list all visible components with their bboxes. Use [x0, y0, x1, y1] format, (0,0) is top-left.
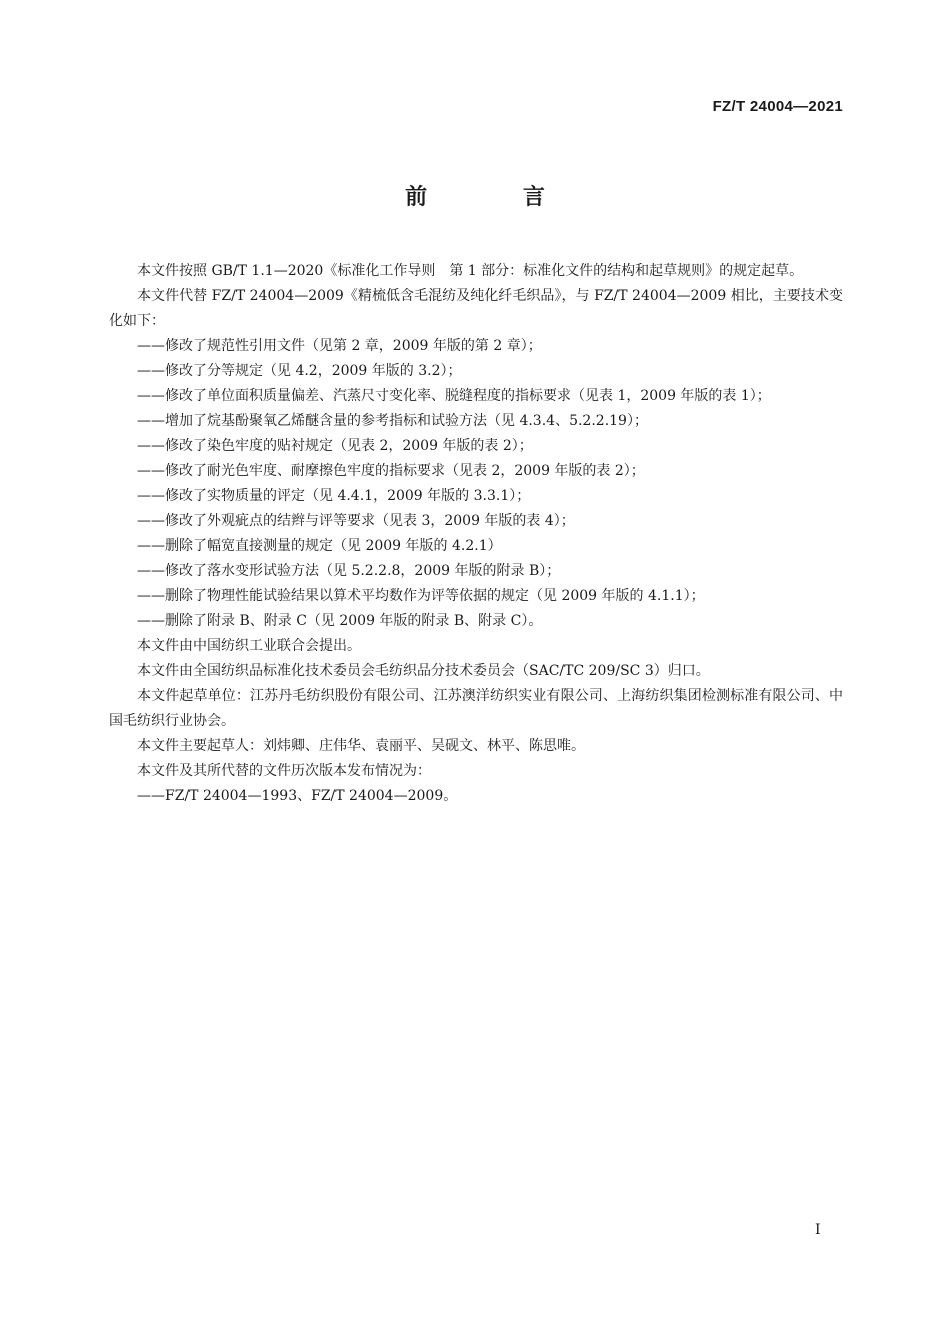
page-title: 前 言 — [405, 185, 589, 210]
paragraph-replacement: 本文件代替 FZ/T 24004—2009《精梳低含毛混纺及纯化纤毛织品》，与 FZ/T 24004—2009 相比，主要技术变化如下： — [109, 288, 843, 329]
change-item: ——修改了染色牢度的贴衬规定（见表 2，2009 年版的表 2）； — [137, 438, 533, 454]
history-item: ——FZ/T 24004—1993、FZ/T 24004—2009。 — [137, 788, 458, 804]
standard-code: FZ/T 24004—2021 — [712, 98, 843, 115]
page-number: I — [815, 1222, 821, 1238]
change-item: ——修改了规范性引用文件（见第 2 章，2009 年版的第 2 章）； — [137, 338, 542, 354]
change-item: ——增加了烷基酚聚氧乙烯醚含量的参考指标和试验方法（见 4.3.4、5.2.2.19）； — [137, 413, 648, 429]
paragraph-proposer: 本文件由中国纺织工业联合会提出。 — [137, 638, 361, 654]
change-item: ——修改了实物质量的评定（见 4.4.1，2009 年版的 3.3.1）； — [137, 488, 531, 504]
paragraph-history-intro: 本文件及其所代替的文件历次版本发布情况为： — [137, 763, 431, 779]
changes-list — [109, 334, 843, 634]
paragraph-drafting-units: 本文件起草单位：江苏丹毛纺织股份有限公司、江苏澳洋纺织实业有限公司、上海纺织集团检测标准有限公司、中国毛纺织行业协会。 — [109, 688, 843, 729]
change-item: ——修改了单位面积质量偏差、汽蒸尺寸变化率、脱缝程度的指标要求（见表 1，2009 年版的表 1）； — [137, 388, 771, 404]
change-item: ——删除了物理性能试验结果以算术平均数作为评等依据的规定（见 2009 年版的 4.1.1）； — [137, 588, 705, 604]
paragraph-committee: 本文件由全国纺织品标准化技术委员会毛纺织品分技术委员会（SAC/TC 209/SC 3）归口。 — [137, 663, 710, 679]
foreword-body — [109, 259, 843, 809]
change-item: ——修改了分等规定（见 4.2，2009 年版的 3.2）； — [137, 363, 462, 379]
change-item: ——修改了落水变形试验方法（见 5.2.2.8，2009 年版的附录 B）； — [137, 563, 561, 579]
paragraph-drafters: 本文件主要起草人：刘炜卿、庄伟华、袁丽平、吴砚文、林平、陈思唯。 — [137, 738, 585, 754]
change-item: ——修改了耐光色牢度、耐摩擦色牢度的指标要求（见表 2，2009 年版的表 2）； — [137, 463, 645, 479]
change-item: ——删除了幅宽直接测量的规定（见 2009 年版的 4.2.1） — [137, 538, 502, 554]
change-item: ——修改了外观疵点的结辫与评等要求（见表 3，2009 年版的表 4）； — [137, 513, 575, 529]
paragraph-drafting-rules: 本文件按照 GB/T 1.1—2020《标准化工作导则 第 1 部分：标准化文件的结构和起草规则》的规定起草。 — [137, 263, 804, 279]
change-item: ——删除了附录 B、附录 C（见 2009 年版的附录 B、附录 C）。 — [137, 613, 543, 629]
